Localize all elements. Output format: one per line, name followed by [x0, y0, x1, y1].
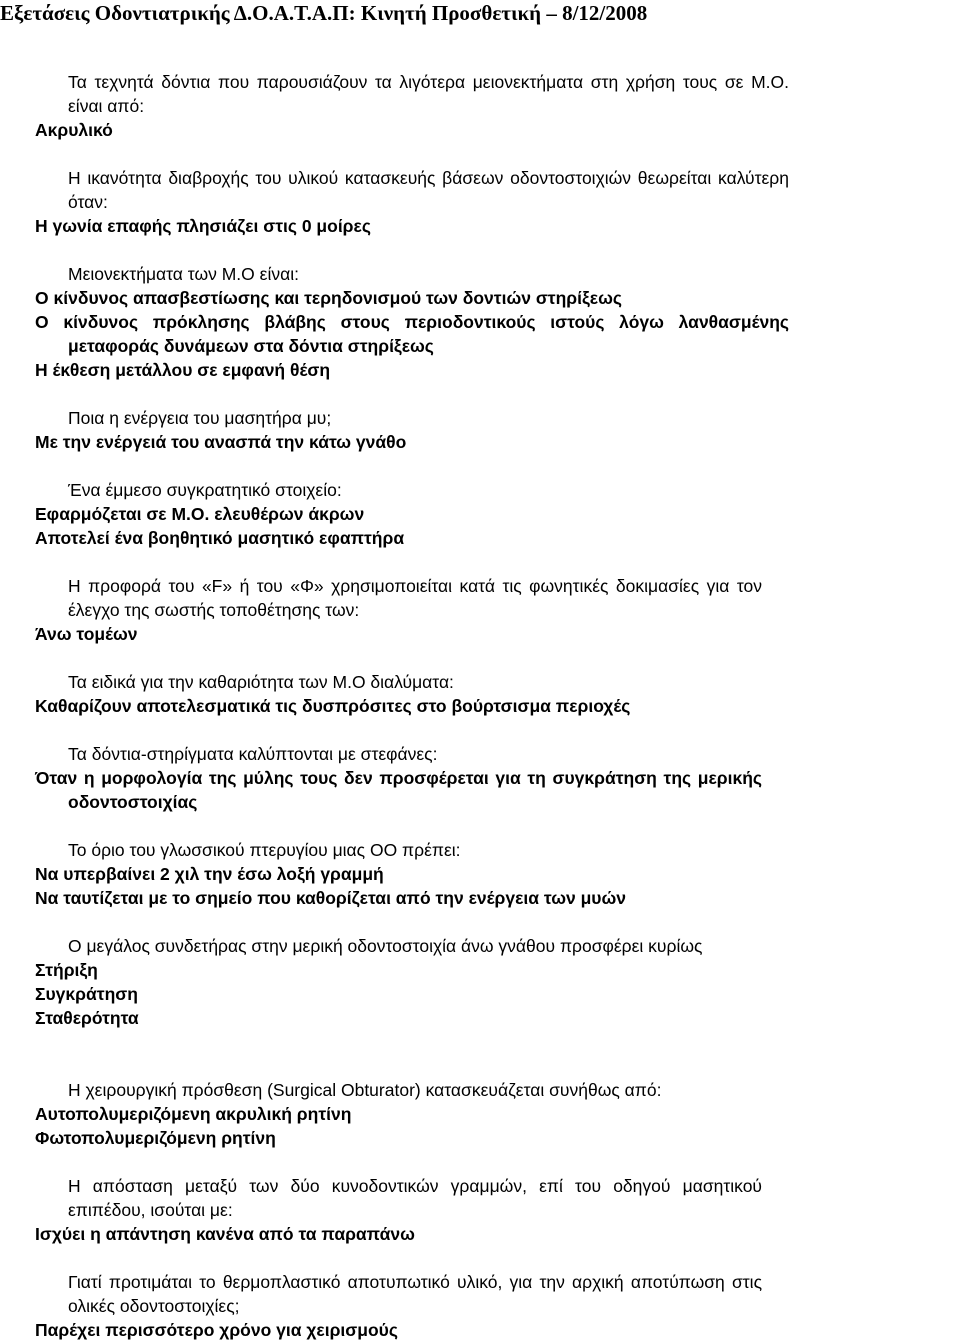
- answer-text: Ο κίνδυνος πρόκλησης βλάβης στους περιοδοντικούς ιστούς λόγω λανθασμένης μεταφοράς δυνάμεων στα δόντια στηρίξεως: [35, 312, 789, 356]
- answer-text: Εφαρμόζεται σε Μ.Ο. ελευθέρων άκρων: [35, 504, 365, 524]
- answer-text: Παρέχει περισσότερο χρόνο για χειρισμούς: [35, 1320, 398, 1340]
- answer-text: Ακρυλικό: [35, 120, 113, 140]
- answer-text: Στήριξη: [35, 960, 98, 980]
- question-text: Η απόσταση μεταξύ των δύο κυνοδοντικών γραμμών, επί του οδηγού μασητικού επιπέδου, ισούται με:: [68, 1176, 762, 1220]
- answer-text: Η γωνία επαφής πλησιάζει στις 0 μοίρες: [35, 216, 371, 236]
- question-block: [0, 166, 960, 238]
- question-text: Τα δόντια-στηρίγματα καλύπτονται με στεφάνες:: [68, 744, 438, 764]
- question-block: [0, 838, 960, 910]
- answer-text: Αυτοπολυμεριζόμενη ακρυλική ρητίνη: [35, 1104, 352, 1124]
- question-text: Γιατί προτιμάται το θερμοπλαστικό αποτυπωτικό υλικό, για την αρχική αποτύπωση στις ολικές οδοντοστοιχίες;: [68, 1272, 762, 1316]
- question-text: Η προφορά του «F» ή του «Φ» χρησιμοποιείται κατά τις φωνητικές δοκιμασίες για τον έλεγχο της σωστής τοποθέτησης των:: [68, 576, 762, 620]
- question-text: Η χειρουργική πρόσθεση (Surgical Obturator) κατασκευάζεται συνήθως από:: [68, 1080, 662, 1100]
- answer-text: Όταν η μορφολογία της μύλης τους δεν προσφέρεται για τη συγκράτηση της μερικής οδοντοστοιχίας: [35, 768, 762, 812]
- question-block: [0, 742, 960, 814]
- question-text: Η ικανότητα διαβροχής του υλικού κατασκευής βάσεων οδοντοστοιχιών θεωρείται καλύτερη όταν:: [68, 168, 789, 212]
- question-text: Το όριο του γλωσσικού πτερυγίου μιας ΟΟ πρέπει:: [68, 840, 461, 860]
- answer-text: Να ταυτίζεται με το σημείο που καθορίζεται από την ενέργεια των μυών: [35, 888, 626, 908]
- answer-text: Καθαρίζουν αποτελεσματικά τις δυσπρόσιτες στο βούρτσισμα περιοχές: [35, 696, 631, 716]
- question-block: [0, 262, 960, 382]
- question-text: Ο μεγάλος συνδετήρας στην μερική οδοντοστοιχία άνω γνάθου προσφέρει κυρίως: [68, 936, 703, 956]
- question-text: Μειονεκτήματα των Μ.Ο είναι:: [68, 264, 299, 284]
- answer-text: Ισχύει η απάντηση κανένα από τα παραπάνω: [35, 1224, 415, 1244]
- answer-text: Άνω τομέων: [35, 624, 138, 644]
- question-block: [0, 406, 960, 454]
- exam-title: Εξετάσεις Οδοντιατρικής Δ.Ο.Α.Τ.Α.Π: Κινητή Προσθετική – 8/12/2008: [0, 1, 648, 25]
- question-block: [0, 70, 960, 142]
- answer-text: Σταθερότητα: [35, 1008, 139, 1028]
- question-text: Ένα έμμεσο συγκρατητικό στοιχείο:: [68, 480, 342, 500]
- answer-text: Η έκθεση μετάλλου σε εμφανή θέση: [35, 360, 331, 380]
- question-text: Τα τεχνητά δόντια που παρουσιάζουν τα λιγότερα μειονεκτήματα στη χρήση τους σε Μ.Ο. είναι από:: [68, 72, 789, 116]
- answer-text: Φωτοπολυμεριζόμενη ρητίνη: [35, 1128, 276, 1148]
- question-block: [0, 1174, 960, 1246]
- question-block: [0, 670, 960, 718]
- question-block: [0, 934, 960, 1030]
- answer-text: Ο κίνδυνος απασβεστίωσης και τερηδονισμού των δοντιών στηρίξεως: [35, 288, 622, 308]
- answer-text: Να υπερβαίνει 2 χιλ την έσω λοξή γραμμή: [35, 864, 384, 884]
- question-block: [0, 574, 960, 646]
- question-block: [0, 478, 960, 550]
- question-text: Ποια η ενέργεια του μασητήρα μυ;: [68, 408, 332, 428]
- document-header: [0, 0, 960, 28]
- exam-content: [0, 70, 960, 1342]
- question-block: [0, 1270, 960, 1342]
- answer-text: Αποτελεί ένα βοηθητικό μασητικό εφαπτήρα: [35, 528, 405, 548]
- question-block: [0, 1078, 960, 1150]
- answer-text: Συγκράτηση: [35, 984, 138, 1004]
- answer-text: Με την ενέργειά του ανασπά την κάτω γνάθο: [35, 432, 407, 452]
- question-text: Τα ειδικά για την καθαριότητα των Μ.Ο διαλύματα:: [68, 672, 454, 692]
